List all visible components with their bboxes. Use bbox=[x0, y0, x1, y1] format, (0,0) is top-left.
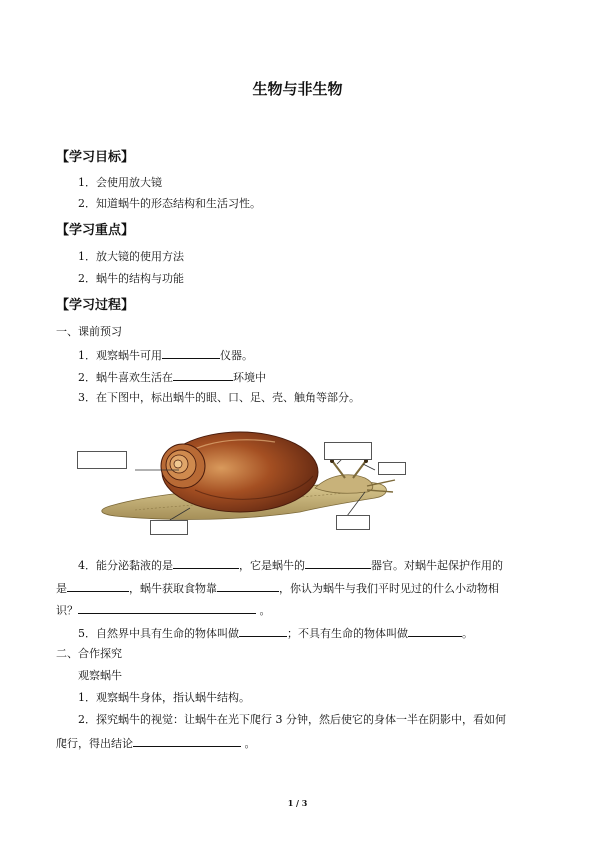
answer-blank[interactable] bbox=[217, 580, 279, 592]
goal-item: 1．会使用放大镜 bbox=[78, 176, 162, 189]
label-box-tentacle[interactable] bbox=[324, 442, 372, 460]
question-4-line1 bbox=[78, 557, 503, 573]
question-text: 。 bbox=[244, 737, 256, 750]
question-text: 5．自然界中具有生命的物体叫做 bbox=[78, 627, 239, 640]
answer-blank[interactable] bbox=[67, 580, 129, 592]
label-box-shell[interactable] bbox=[77, 451, 127, 469]
question-text: 仪器。 bbox=[220, 349, 253, 362]
question-4-line3 bbox=[56, 602, 271, 618]
section-heading-process: 【学习过程】 bbox=[56, 298, 135, 313]
question-text: ；不具有生命的物体叫做 bbox=[287, 627, 408, 640]
question-5 bbox=[78, 625, 473, 641]
question-text: 1．观察蜗牛可用 bbox=[78, 349, 162, 362]
answer-blank[interactable] bbox=[162, 347, 220, 359]
part2-question-2-line1: 2．探究蜗牛的视觉：让蜗牛在光下爬行 3 分钟，然后使它的身体一半在阴影中，看如何 bbox=[78, 713, 506, 726]
question-text: 2．蜗牛喜欢生活在 bbox=[78, 371, 173, 384]
page-number: 1 / 3 bbox=[287, 798, 308, 808]
part2-question-1: 1．观察蜗牛身体，指认蜗牛结构。 bbox=[78, 691, 250, 704]
focus-item: 1．放大镜的使用方法 bbox=[78, 250, 184, 263]
answer-blank[interactable] bbox=[173, 369, 233, 381]
question-4-line2 bbox=[56, 580, 499, 596]
section-heading-focus: 【学习重点】 bbox=[56, 223, 135, 238]
question-text: 环境中 bbox=[233, 371, 266, 384]
part1-heading: 一、课前预习 bbox=[56, 325, 122, 338]
answer-blank[interactable] bbox=[133, 735, 241, 747]
question-text: 识？ bbox=[56, 604, 78, 617]
goal-item: 2．知道蜗牛的形态结构和生活习性。 bbox=[78, 197, 261, 210]
part2-subheading: 观察蜗牛 bbox=[78, 669, 122, 682]
focus-item: 2．蜗牛的结构与功能 bbox=[78, 272, 184, 285]
question-text: 是 bbox=[56, 582, 67, 595]
question-text: ，它是蜗牛的 bbox=[239, 559, 305, 572]
label-box-mouth[interactable] bbox=[336, 515, 370, 530]
question-text: ，蜗牛获取食物靠 bbox=[129, 582, 217, 595]
question-text: 器官。对蜗牛起保护作用的 bbox=[371, 559, 503, 572]
section-heading-goals: 【学习目标】 bbox=[56, 150, 135, 165]
label-box-eye[interactable] bbox=[378, 462, 406, 475]
question-1 bbox=[78, 347, 253, 363]
part2-heading: 二、合作探究 bbox=[56, 647, 122, 660]
question-text: 。 bbox=[462, 627, 473, 640]
answer-blank[interactable] bbox=[173, 557, 239, 569]
answer-blank[interactable] bbox=[239, 625, 287, 637]
question-text: 。 bbox=[259, 604, 271, 617]
part2-question-2-line2 bbox=[56, 735, 256, 751]
page-title: 生物与非生物 bbox=[252, 80, 343, 98]
label-box-foot[interactable] bbox=[150, 520, 188, 535]
question-text: 4．能分泌黏液的是 bbox=[78, 559, 173, 572]
question-text: ，你认为蜗牛与我们平时见过的什么小动物相 bbox=[279, 582, 499, 595]
answer-blank[interactable] bbox=[78, 602, 256, 614]
question-text: 爬行，得出结论 bbox=[56, 737, 133, 750]
question-2 bbox=[78, 369, 266, 385]
question-3: 3．在下图中，标出蜗牛的眼、口、足、壳、触角等部分。 bbox=[78, 391, 360, 404]
answer-blank[interactable] bbox=[408, 625, 462, 637]
answer-blank[interactable] bbox=[305, 557, 371, 569]
